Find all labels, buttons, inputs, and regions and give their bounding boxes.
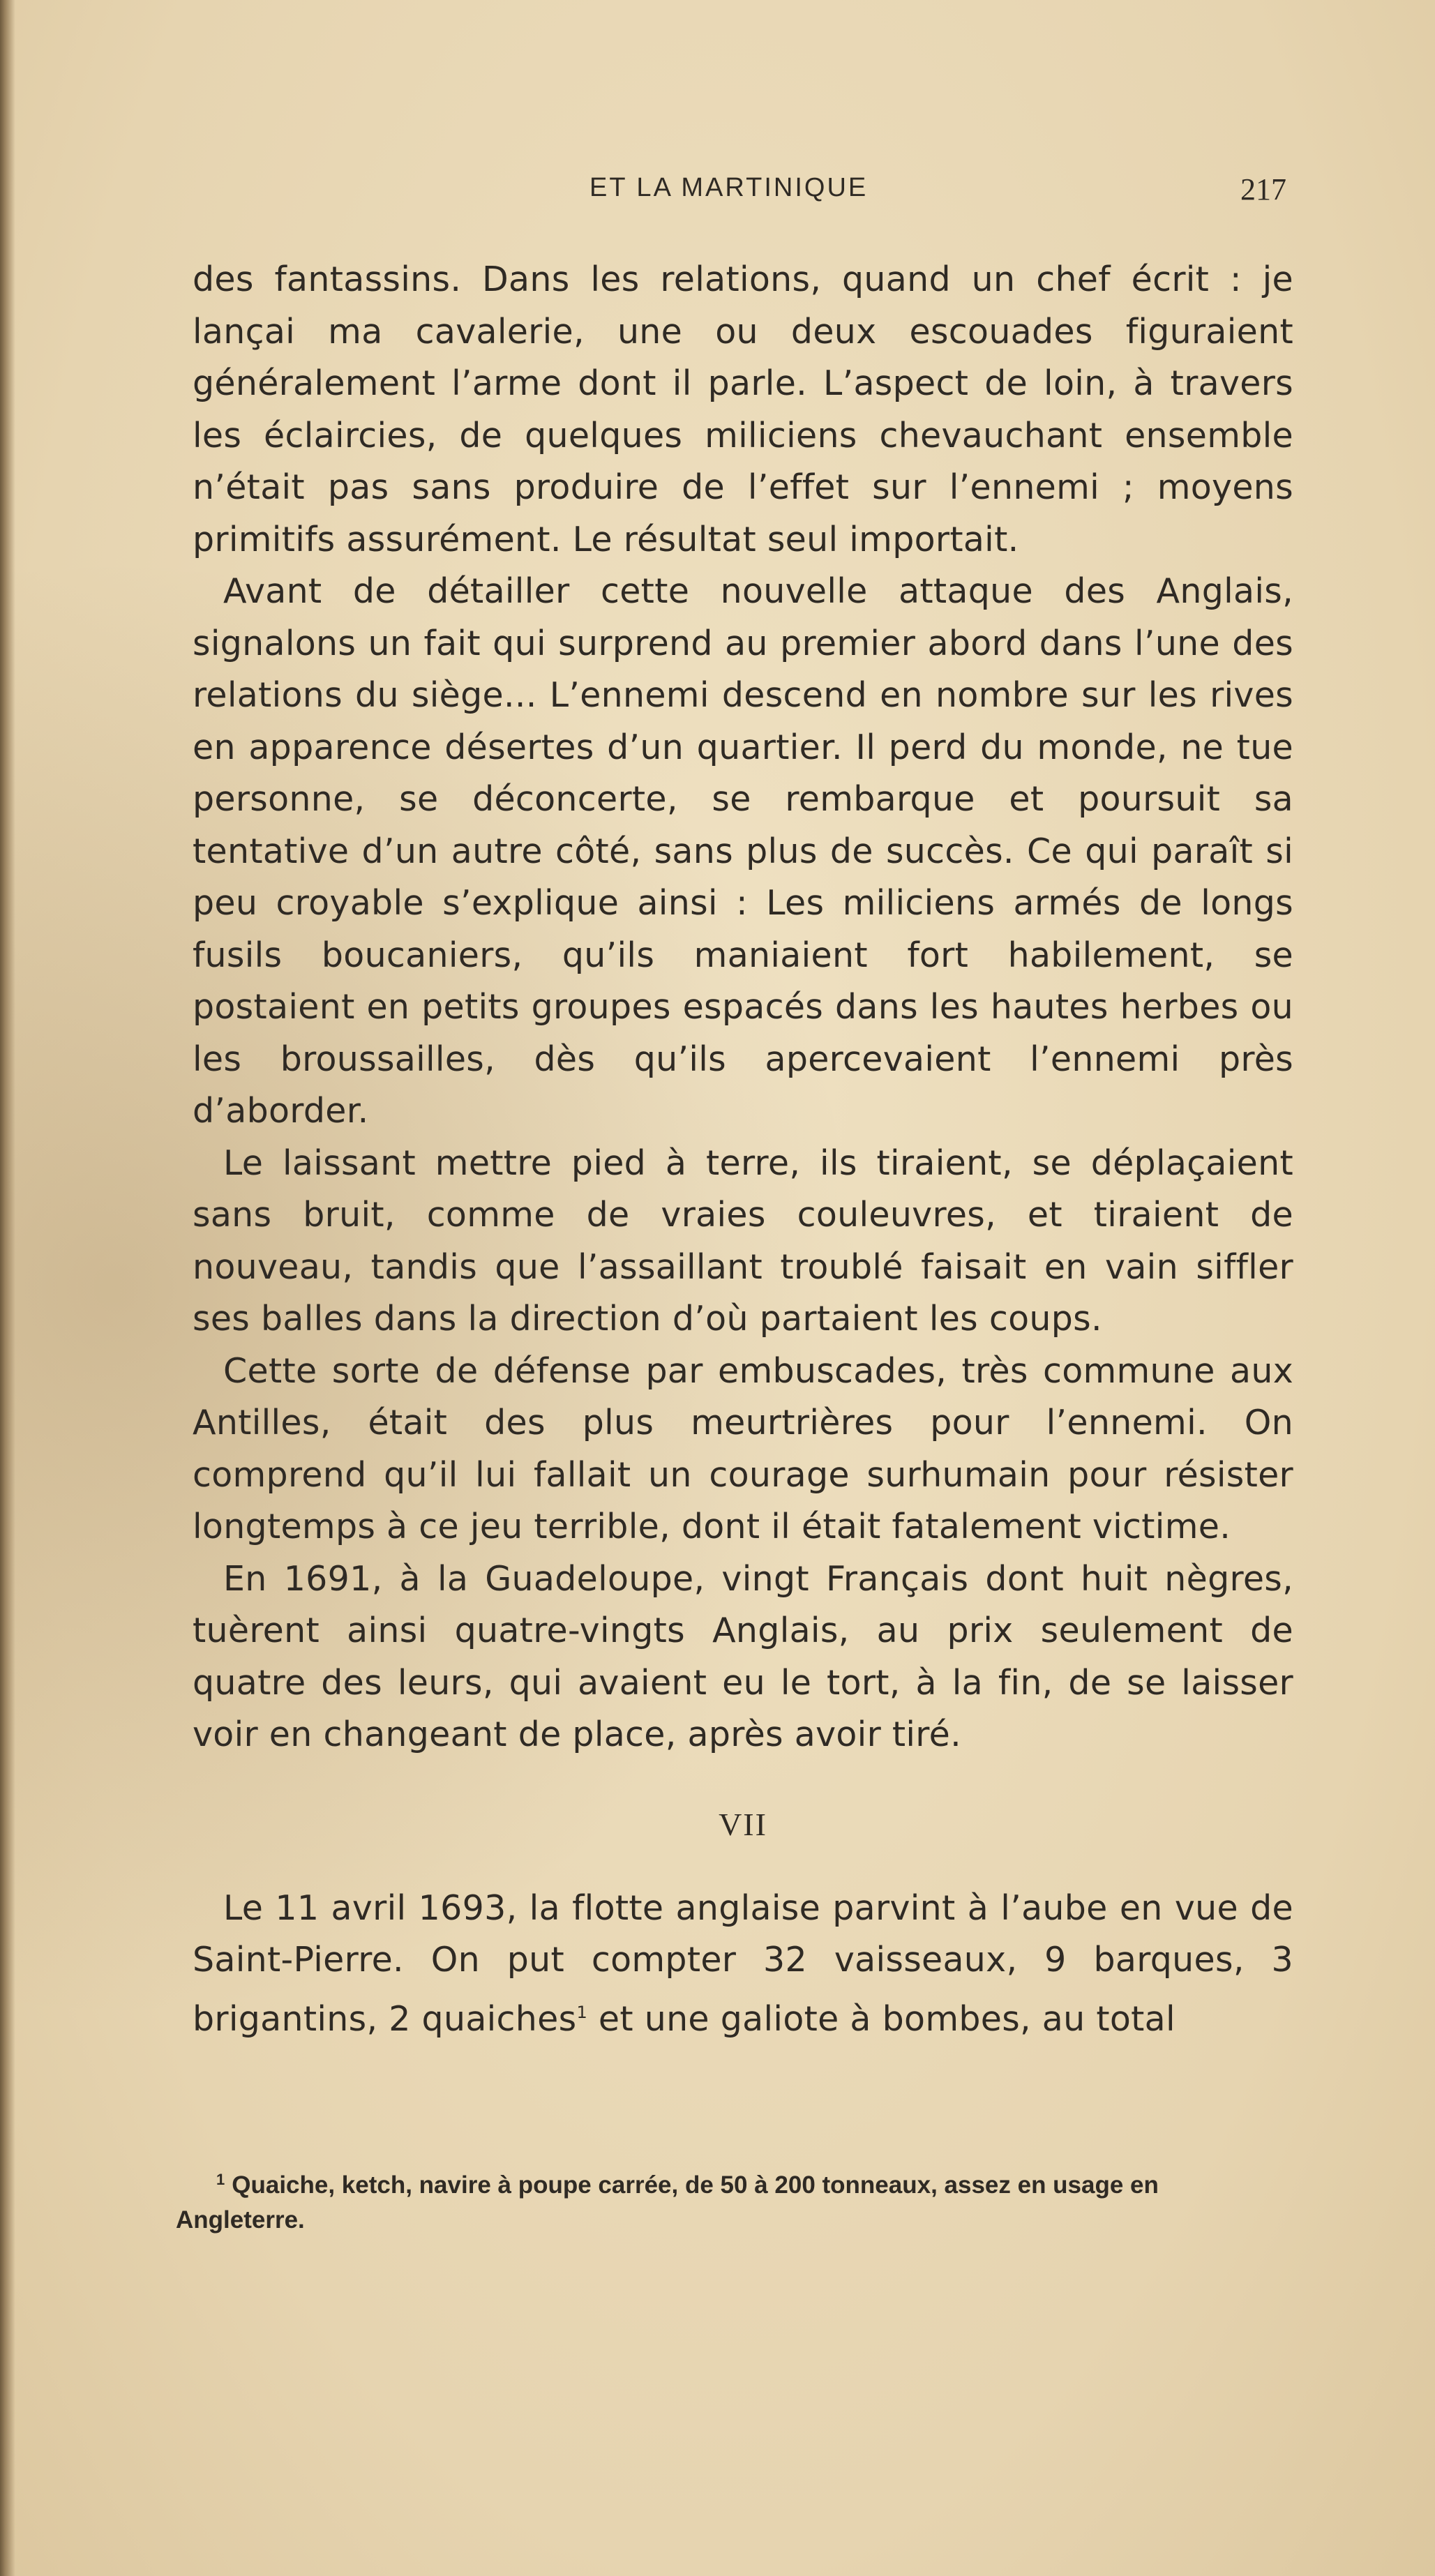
footnote	[176, 2162, 1292, 2238]
paragraph-6-text-end: et une galiote à bombes, au total	[587, 1998, 1175, 2039]
section-heading: VII	[719, 1806, 767, 1842]
paragraph-5: En 1691, à la Guadeloupe, vingt Français dont huit nègres, tuèrent ainsi quatre-vingts Anglais, au prix seulement de quatre des leurs, qui avaient eu le tort, à la fin, de se laisser voir en changeant de place, après avoir tiré.	[193, 1558, 1293, 1754]
page-number: 217	[1240, 172, 1286, 206]
paragraph-6-text: Le 11 avril 1693, la flotte anglaise parvint à l’aube en vue de Saint-Pierre. On put compter 32 vaisseaux, 9 barques, 3 brigantins, 2 quaiches	[193, 1888, 1293, 2039]
body-text	[193, 254, 1293, 2045]
page-binding-edge	[0, 0, 15, 2576]
footnote-marker: 1	[216, 2171, 225, 2188]
paragraph-2: Avant de détailler cette nouvelle attaque des Anglais, signalons un fait qui surprend au premier abord dans l’une des relations du siège... L’ennemi descend en nombre sur les rives en apparence désertes d’un quartier. Il perd du monde, ne tue personne, se déconcerte, se rembarque et poursuit sa tentative d’un autre côté, sans plus de succès. Ce qui paraît si peu croyable s’explique ainsi : Les miliciens armés de longs fusils boucaniers, qu’ils maniaient fort habilement, se postaient en petits groupes espacés dans les hautes herbes ou les broussailles, dès qu’ils apercevaient l’ennemi près d’aborder.	[193, 571, 1293, 1131]
running-head	[0, 167, 1435, 209]
paragraph-6	[193, 1883, 1293, 2046]
paragraph-3: Le laissant mettre pied à terre, ils tiraient, se déplaçaient sans bruit, comme de vraies couleuvres, et tiraient de nouveau, tandis que l’assaillant troublé faisait en vain siffler ses balles dans la direction d’où partaient les coups.	[193, 1143, 1293, 1339]
running-head-title: ET LA MARTINIQUE	[589, 173, 869, 202]
paragraph-1: des fantassins. Dans les relations, quand un chef écrit : je lançai ma cavalerie, une ou deux escouades figuraient généralement l’arme dont il parle. L’aspect de loin, à travers les éclaircies, de quelques miliciens chevauchant ensemble n’était pas sans produire de l’effet sur l’ennemi ; moyens primitifs assurément. Le résultat seul importait.	[193, 259, 1293, 559]
footnote-reference: 1	[576, 2002, 588, 2022]
footnote-text: Quaiche, ketch, navire à poupe carrée, de 50 à 200 tonneaux, assez en usage en Angleterre.	[176, 2171, 1159, 2234]
paragraph-4: Cette sorte de défense par embuscades, très commune aux Antilles, était des plus meurtrières pour l’ennemi. On comprend qu’il lui fallait un courage surhumain pour résister longtemps à ce jeu terrible, dont il était fatalement victime.	[193, 1350, 1293, 1546]
